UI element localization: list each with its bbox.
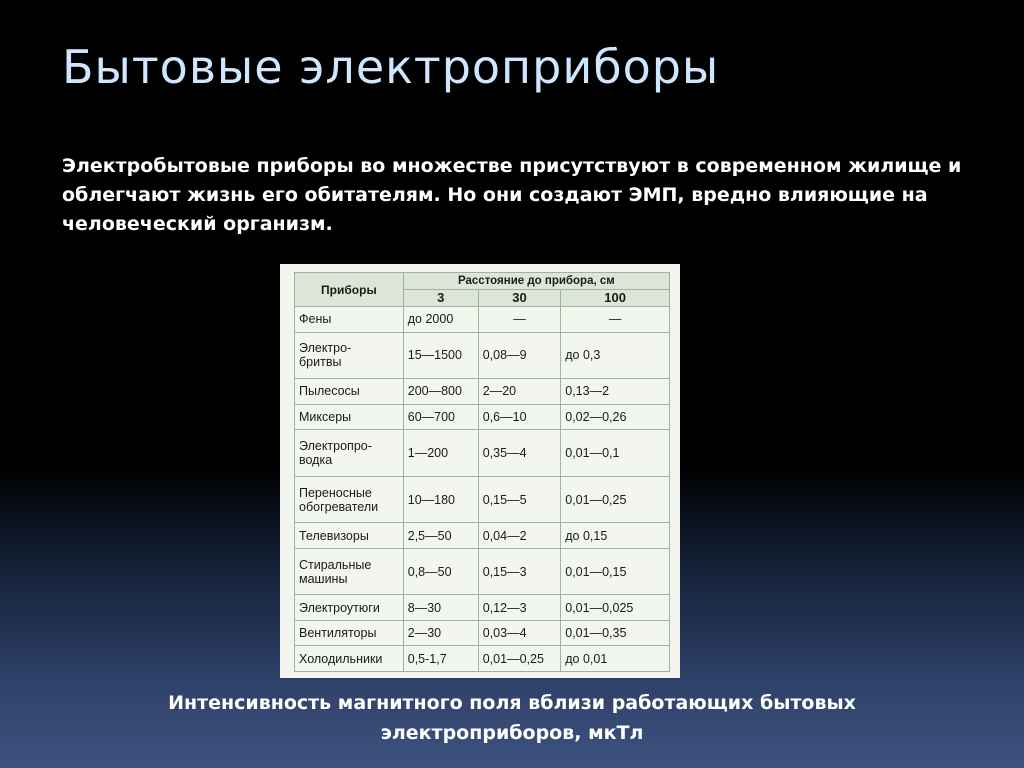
value-cell-d100: — bbox=[561, 307, 670, 333]
emf-table bbox=[294, 272, 670, 672]
value-cell-d30: 0,15—5 bbox=[478, 476, 561, 523]
value-cell-d3: 1—200 bbox=[403, 430, 478, 477]
intro-paragraph: Электробытовые приборы во множестве присутствуют в современном жилище и облегчают жизнь его обитателям. Но они создают ЭМП, вредно влияющие на человеческий организм. bbox=[62, 155, 962, 235]
emf-table-body bbox=[295, 307, 670, 672]
value-cell-d3: 0,5-1,7 bbox=[403, 646, 478, 672]
device-name-line-1: Электро- bbox=[299, 341, 352, 356]
value-cell-d30: 0,35—4 bbox=[478, 430, 561, 477]
value-cell-d100: 0,01—0,35 bbox=[561, 620, 670, 646]
value-cell-d3: 60—700 bbox=[403, 404, 478, 430]
table-row bbox=[295, 379, 670, 405]
device-name-line-1: Переносные bbox=[299, 485, 372, 500]
value-cell-d30: 0,12—3 bbox=[478, 595, 561, 621]
table-row bbox=[295, 404, 670, 430]
value-cell-d30: 0,6—10 bbox=[478, 404, 561, 430]
device-name-line-1: Холодильники bbox=[299, 651, 383, 666]
value-cell-d3: 0,8—50 bbox=[403, 548, 478, 595]
table-row bbox=[295, 476, 670, 523]
device-cell bbox=[295, 476, 404, 523]
device-name-line-2: машины bbox=[299, 571, 348, 586]
device-name-line-1: Пылесосы bbox=[299, 384, 360, 399]
device-cell bbox=[295, 379, 404, 405]
value-cell-d30: 2—20 bbox=[478, 379, 561, 405]
table-row bbox=[295, 620, 670, 646]
device-cell bbox=[295, 620, 404, 646]
value-cell-d100: 0,13—2 bbox=[561, 379, 670, 405]
value-cell-d100: 0,01—0,025 bbox=[561, 595, 670, 621]
value-cell-d100: 0,01—0,25 bbox=[561, 476, 670, 523]
header-distance: Расстояние до прибора, см bbox=[403, 273, 669, 290]
device-name-line-1: Вентиляторы bbox=[299, 626, 377, 641]
value-cell-d30: 0,15—3 bbox=[478, 548, 561, 595]
value-cell-d3: до 2000 bbox=[403, 307, 478, 333]
header-distance-30: 30 bbox=[478, 290, 561, 307]
device-cell bbox=[295, 430, 404, 477]
device-name-line-2: обогреватели bbox=[299, 499, 379, 514]
value-cell-d3: 2,5—50 bbox=[403, 523, 478, 549]
device-name-line-1: Миксеры bbox=[299, 409, 352, 424]
header-devices: Приборы bbox=[295, 273, 404, 307]
value-cell-d100: 0,02—0,26 bbox=[561, 404, 670, 430]
value-cell-d100: до 0,15 bbox=[561, 523, 670, 549]
table-row bbox=[295, 307, 670, 333]
device-name-line-1: Стиральные bbox=[299, 557, 372, 572]
table-row bbox=[295, 523, 670, 549]
header-distance-3: 3 bbox=[403, 290, 478, 307]
caption-line-1: Интенсивность магнитного поля вблизи работающих бытовых bbox=[168, 692, 856, 714]
table-row bbox=[295, 430, 670, 477]
device-name-line-1: Электроутюги bbox=[299, 600, 380, 615]
table-caption bbox=[112, 688, 912, 748]
header-distance-100: 100 bbox=[561, 290, 670, 307]
value-cell-d30: 0,08—9 bbox=[478, 332, 561, 379]
device-name-line-2: водка bbox=[299, 452, 333, 467]
device-cell bbox=[295, 307, 404, 333]
device-cell bbox=[295, 332, 404, 379]
device-name-line-1: Телевизоры bbox=[299, 528, 369, 543]
value-cell-d30: — bbox=[478, 307, 561, 333]
table-row bbox=[295, 332, 670, 379]
value-cell-d30: 0,03—4 bbox=[478, 620, 561, 646]
device-cell bbox=[295, 404, 404, 430]
device-name-line-1: Электропро- bbox=[299, 438, 372, 453]
value-cell-d30: 0,04—2 bbox=[478, 523, 561, 549]
value-cell-d3: 2—30 bbox=[403, 620, 478, 646]
device-cell bbox=[295, 646, 404, 672]
device-cell bbox=[295, 595, 404, 621]
caption-line-2: электроприборов, мкТл bbox=[380, 722, 644, 744]
value-cell-d100: 0,01—0,1 bbox=[561, 430, 670, 477]
value-cell-d30: 0,01—0,25 bbox=[478, 646, 561, 672]
value-cell-d3: 15—1500 bbox=[403, 332, 478, 379]
device-cell bbox=[295, 548, 404, 595]
value-cell-d100: до 0,01 bbox=[561, 646, 670, 672]
device-name-line-2: бритвы bbox=[299, 355, 342, 370]
table-row bbox=[295, 595, 670, 621]
value-cell-d3: 8—30 bbox=[403, 595, 478, 621]
value-cell-d3: 10—180 bbox=[403, 476, 478, 523]
device-name-line-1: Фены bbox=[299, 312, 332, 327]
device-cell bbox=[295, 523, 404, 549]
value-cell-d3: 200—800 bbox=[403, 379, 478, 405]
value-cell-d100: до 0,3 bbox=[561, 332, 670, 379]
slide-title: Бытовые электроприборы bbox=[62, 40, 720, 94]
emf-table-image bbox=[280, 264, 680, 678]
table-row bbox=[295, 548, 670, 595]
table-row bbox=[295, 646, 670, 672]
value-cell-d100: 0,01—0,15 bbox=[561, 548, 670, 595]
